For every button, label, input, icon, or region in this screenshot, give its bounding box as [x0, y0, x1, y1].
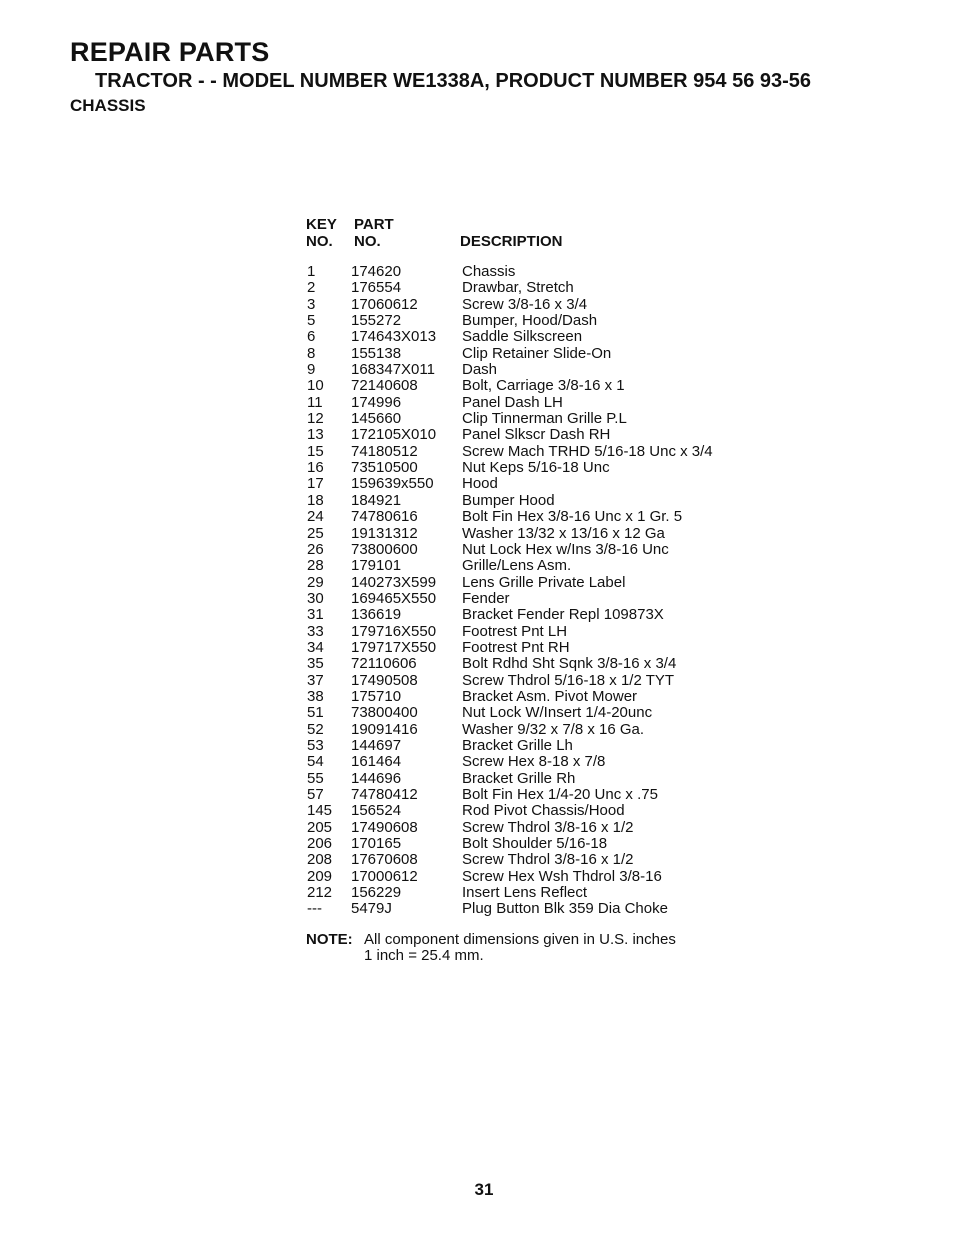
description-cell: Bracket Asm. Pivot Mower — [462, 687, 638, 705]
key-no-cell: --- — [307, 900, 322, 918]
table-row — [306, 754, 746, 770]
key-no-cell: 34 — [307, 638, 324, 656]
section-title: CHASSIS — [70, 96, 146, 115]
description-cell: Bumper, Hood/Dash — [462, 312, 598, 330]
description-cell: Clip Retainer Slide-On — [462, 344, 612, 362]
column-header-key-no: KEY NO. — [306, 216, 337, 250]
table-row — [306, 738, 746, 754]
page-title: REPAIR PARTS — [70, 37, 270, 67]
table-row — [306, 297, 746, 313]
key-no-cell: 25 — [307, 524, 324, 542]
description-cell: Plug Button Blk 359 Dia Choke — [462, 900, 668, 918]
part-no-cell: 156524 — [351, 802, 402, 820]
key-no-cell: 145 — [307, 802, 333, 820]
table-row — [306, 313, 746, 329]
column-header-description: DESCRIPTION — [460, 233, 563, 250]
part-no-cell: 136619 — [351, 606, 402, 624]
table-row — [306, 640, 746, 656]
description-cell: Screw 3/8-16 x 3/4 — [462, 295, 588, 313]
part-no-cell: 184921 — [351, 491, 402, 509]
table-row — [306, 836, 746, 852]
table-row — [306, 395, 746, 411]
key-no-cell: 29 — [307, 573, 324, 591]
table-row — [306, 591, 746, 607]
key-no-cell: 57 — [307, 786, 324, 803]
description-cell: Washer 9/32 x 7/8 x 16 Ga. — [462, 720, 645, 738]
part-no-cell: 168347X011 — [351, 361, 435, 379]
description-cell: Rod Pivot Chassis/Hood — [462, 802, 625, 820]
table-row — [306, 607, 746, 623]
table-row — [306, 509, 746, 525]
part-no-cell: 174620 — [351, 263, 402, 280]
key-no-cell: 6 — [307, 328, 316, 346]
part-no-cell: 175710 — [351, 687, 402, 705]
key-no-cell: 1 — [307, 263, 316, 280]
part-no-cell: 156229 — [351, 884, 402, 902]
description-cell: Insert Lens Reflect — [462, 884, 588, 902]
table-row — [306, 705, 746, 721]
description-cell: Chassis — [462, 263, 516, 280]
description-cell: Nut Lock W/Insert 1/4-20unc — [462, 704, 653, 722]
part-no-cell: 161464 — [351, 753, 402, 771]
description-cell: Washer 13/32 x 13/16 x 12 Ga — [462, 524, 665, 542]
description-cell: Grille/Lens Asm. — [462, 557, 572, 575]
note-label: NOTE: — [306, 931, 353, 948]
description-cell: Panel Slkscr Dash RH — [462, 426, 611, 444]
key-no-cell: 209 — [307, 867, 333, 885]
key-no-cell: 17 — [307, 475, 324, 493]
key-no-cell: 54 — [307, 753, 324, 771]
key-no-cell: 51 — [307, 704, 324, 722]
description-cell: Dash — [462, 361, 498, 379]
column-header-part-no: PART NO. — [354, 216, 394, 250]
table-row — [306, 656, 746, 672]
description-cell: Footrest Pnt LH — [462, 622, 568, 640]
key-no-cell: 55 — [307, 769, 324, 787]
part-no-cell: 72140608 — [351, 377, 418, 395]
table-row — [306, 362, 746, 378]
key-no-cell: 9 — [307, 361, 316, 379]
table-row — [306, 411, 746, 427]
description-cell: Fender — [462, 589, 510, 607]
table-row — [306, 558, 746, 574]
key-no-cell: 3 — [307, 295, 316, 313]
table-row — [306, 476, 746, 492]
table-row — [306, 542, 746, 558]
description-cell: Bracket Fender Repl 109873X — [462, 606, 664, 624]
table-row — [306, 264, 746, 280]
description-cell: Screw Hex Wsh Thdrol 3/8-16 — [462, 867, 662, 885]
key-no-cell: 205 — [307, 818, 333, 836]
description-cell: Screw Thdrol 3/8-16 x 1/2 — [462, 851, 634, 869]
part-no-cell: 17490608 — [351, 818, 418, 836]
table-row — [306, 427, 746, 443]
description-cell: Bolt Rdhd Sht Sqnk 3/8-16 x 3/4 — [462, 655, 677, 673]
part-no-cell: 17060612 — [351, 295, 418, 313]
part-no-cell: 5479J — [351, 900, 392, 918]
part-no-cell: 179101 — [351, 557, 402, 575]
description-cell: Screw Thdrol 5/16-18 x 1/2 TYT — [462, 671, 675, 689]
part-no-cell: 144697 — [351, 736, 402, 754]
part-no-cell: 145660 — [351, 410, 402, 428]
table-row — [306, 869, 746, 885]
table-row — [306, 885, 746, 901]
key-no-cell: 35 — [307, 655, 324, 673]
key-no-cell: 10 — [307, 377, 324, 395]
description-cell: Lens Grille Private Label — [462, 573, 626, 591]
table-row — [306, 346, 746, 362]
description-cell: Bolt, Carriage 3/8-16 x 1 — [462, 377, 625, 395]
part-no-cell: 17670608 — [351, 851, 418, 869]
description-cell: Saddle Silkscreen — [462, 328, 583, 346]
table-row — [306, 787, 746, 803]
table-row — [306, 673, 746, 689]
table-row — [306, 771, 746, 787]
key-no-cell: 13 — [307, 426, 324, 444]
description-cell: Bracket Grille Lh — [462, 736, 573, 754]
key-no-cell: 2 — [307, 279, 316, 297]
table-row — [306, 378, 746, 394]
model-title: TRACTOR - - MODEL NUMBER WE1338A, PRODUCT NUMBER 954 56 93-56 — [95, 70, 812, 92]
part-no-cell: 159639x550 — [351, 475, 434, 493]
key-no-cell: 24 — [307, 508, 324, 526]
key-no-cell: 26 — [307, 540, 324, 558]
key-no-cell: 30 — [307, 589, 324, 607]
table-row — [306, 460, 746, 476]
key-no-cell: 28 — [307, 557, 324, 575]
table-row — [306, 624, 746, 640]
part-no-cell: 73800600 — [351, 540, 418, 558]
description-cell: Bolt Fin Hex 3/8-16 Unc x 1 Gr. 5 — [462, 508, 683, 526]
part-no-cell: 74780616 — [351, 508, 418, 526]
part-no-cell: 19131312 — [351, 524, 418, 542]
description-cell: Bracket Grille Rh — [462, 769, 576, 787]
table-row — [306, 689, 746, 705]
table-row — [306, 444, 746, 460]
key-no-cell: 212 — [307, 884, 333, 902]
key-no-cell: 52 — [307, 720, 324, 738]
key-no-cell: 37 — [307, 671, 324, 689]
description-cell: Nut Lock Hex w/Ins 3/8-16 Unc — [462, 540, 669, 558]
part-no-cell: 170165 — [351, 835, 402, 853]
table-row — [306, 526, 746, 542]
part-no-cell: 155272 — [351, 312, 402, 330]
table-row — [306, 901, 746, 917]
description-cell: Screw Hex 8-18 x 7/8 — [462, 753, 606, 771]
key-no-cell: 31 — [307, 606, 324, 624]
part-no-cell: 17490508 — [351, 671, 418, 689]
key-no-cell: 5 — [307, 312, 316, 330]
description-cell: Bolt Shoulder 5/16-18 — [462, 835, 608, 853]
key-no-cell: 11 — [307, 393, 323, 411]
part-no-cell: 140273X599 — [351, 573, 437, 591]
table-row — [306, 820, 746, 836]
key-no-cell: 8 — [307, 344, 316, 362]
parts-list-rows — [306, 264, 746, 918]
description-cell: Bolt Fin Hex 1/4-20 Unc x .75 — [462, 786, 658, 803]
table-row — [306, 280, 746, 296]
description-cell: Screw Mach TRHD 5/16-18 Unc x 3/4 — [462, 442, 713, 460]
part-no-cell: 155138 — [351, 344, 402, 362]
part-no-cell: 179716X550 — [351, 622, 437, 640]
key-no-cell: 38 — [307, 687, 324, 705]
key-no-cell: 206 — [307, 835, 333, 853]
part-no-cell: 172105X010 — [351, 426, 437, 444]
table-row — [306, 575, 746, 591]
part-no-cell: 74180512 — [351, 442, 418, 460]
description-cell: Footrest Pnt RH — [462, 638, 570, 656]
page-number: 31 — [474, 1180, 494, 1199]
note-text-line-2: 1 inch = 25.4 mm. — [364, 947, 484, 964]
table-row — [306, 493, 746, 509]
table-row — [306, 329, 746, 345]
part-no-cell: 174643X013 — [351, 328, 437, 346]
part-no-cell: 74780412 — [351, 786, 418, 803]
description-cell: Panel Dash LH — [462, 393, 563, 411]
description-cell: Bumper Hood — [462, 491, 555, 509]
key-no-cell: 53 — [307, 736, 324, 754]
part-no-cell: 176554 — [351, 279, 402, 297]
part-no-cell: 72110606 — [351, 655, 417, 673]
key-no-cell: 33 — [307, 622, 324, 640]
table-row — [306, 803, 746, 819]
parts-list — [306, 216, 746, 918]
key-no-cell: 18 — [307, 491, 324, 509]
part-no-cell: 144696 — [351, 769, 402, 787]
note-text-line-1: All component dimensions given in U.S. inches — [364, 931, 676, 948]
part-no-cell: 17000612 — [351, 867, 418, 885]
table-row — [306, 852, 746, 868]
key-no-cell: 15 — [307, 442, 324, 460]
table-row — [306, 722, 746, 738]
key-no-cell: 208 — [307, 851, 333, 869]
part-no-cell: 73800400 — [351, 704, 418, 722]
description-cell: Clip Tinnerman Grille P.L — [462, 410, 627, 428]
part-no-cell: 73510500 — [351, 459, 418, 477]
description-cell: Nut Keps 5/16-18 Unc — [462, 459, 610, 477]
key-no-cell: 16 — [307, 459, 324, 477]
part-no-cell: 179717X550 — [351, 638, 437, 656]
part-no-cell: 174996 — [351, 393, 402, 411]
part-no-cell: 19091416 — [351, 720, 418, 738]
description-cell: Hood — [462, 475, 498, 493]
key-no-cell: 12 — [307, 410, 324, 428]
description-cell: Screw Thdrol 3/8-16 x 1/2 — [462, 818, 634, 836]
description-cell: Drawbar, Stretch — [462, 279, 574, 297]
parts-list-header — [306, 216, 746, 264]
part-no-cell: 169465X550 — [351, 589, 437, 607]
